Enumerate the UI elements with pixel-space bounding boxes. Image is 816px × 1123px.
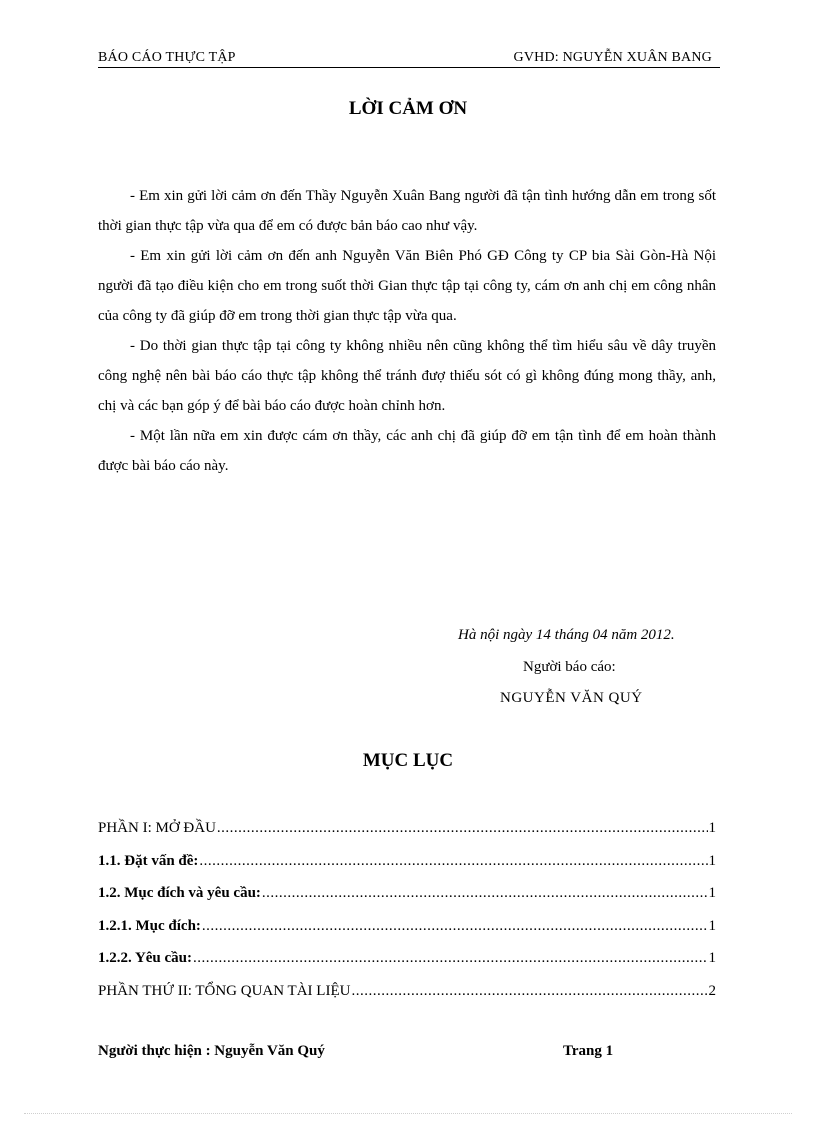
toc-entry[interactable]: [98, 983, 716, 1016]
toc-leader-dots: [202, 918, 708, 935]
toc-entry-page: 1: [708, 950, 716, 967]
toc-entry[interactable]: [98, 885, 716, 918]
signature-label: Người báo cáo:: [523, 659, 616, 675]
toc-entry-page: 2: [708, 982, 716, 999]
toc-entry-page: 1: [708, 852, 716, 869]
toc-entry-page: 1: [708, 917, 716, 934]
acknowledgement-body: [98, 181, 716, 481]
acknowledgement-paragraph: - Một lần nữa em xin được cám ơn thầy, các anh chị đã giúp đỡ em tận tình để em hoàn thành được bài báo cáo này.: [98, 428, 716, 474]
header-report-title: BÁO CÁO THỰC TẬP: [98, 50, 236, 65]
toc-entry-label: 1.2. Mục đích và yêu cầu:: [98, 885, 261, 902]
acknowledgement-paragraph: - Em xin gửi lời cảm ơn đến anh Nguyễn Văn Biên Phó GĐ Công ty CP bia Sài Gòn-Hà Nội người đã tạo điều kiện cho em trong suốt thời Gian thực tập tại công ty, cám ơn anh chị em công nhân của công ty đã giúp đỡ em trong thời gian thực tập vừa qua.: [98, 248, 716, 324]
toc-entry-label: 1.1. Đặt vấn đề:: [98, 852, 199, 869]
page-boundary-line: [24, 1113, 792, 1114]
toc-leader-dots: [193, 950, 707, 967]
acknowledgement-paragraph: - Em xin gửi lời cảm ơn đến Thầy Nguyễn Xuân Bang người đã tận tình hướng dẫn em trong sốt thời gian thực tập vừa qua để em có được bản báo cao như vậy.: [98, 188, 716, 234]
acknowledgement-paragraph: - Do thời gian thực tập tại công ty không nhiều nên cũng không thể tìm hiểu sâu về dây truyền công nghệ nên bài báo cáo thực tập không thể tránh đượ thiếu sót có gì không đúng mong thầy, anh, chị và các bạn góp ý để bài báo cáo được hoàn chỉnh hơn.: [98, 338, 716, 414]
toc-entry-label: 1.2.1. Mục đích:: [98, 917, 201, 934]
toc-entry-label: PHẦN THỨ II: TỔNG QUAN TÀI LIỆU: [98, 982, 351, 999]
table-of-contents: [98, 820, 716, 1016]
toc-leader-dots: [262, 885, 708, 902]
toc-entry[interactable]: [98, 950, 716, 983]
page-header: [98, 49, 720, 68]
toc-entry[interactable]: [98, 820, 716, 853]
toc-leader-dots: [199, 853, 707, 870]
toc-entry-page: 1: [708, 820, 716, 836]
header-supervisor: GVHD: NGUYỄN XUÂN BANG: [513, 50, 712, 65]
toc-leader-dots: [351, 983, 707, 1000]
acknowledgement-title: LỜI CẢM ƠN: [348, 98, 468, 119]
footer-page-number: Trang 1: [563, 1043, 614, 1059]
toc-title: MỤC LỤC: [362, 750, 454, 771]
toc-entry-page: 1: [708, 885, 716, 902]
signature-name: NGUYỄN VĂN QUÝ: [500, 690, 643, 706]
toc-entry-label: 1.2.2. Yêu cầu:: [98, 950, 193, 967]
footer-author: Người thực hiện : Nguyễn Văn Quý: [98, 1043, 325, 1059]
toc-entry-label: PHẦN I: MỞ ĐẦU: [98, 820, 216, 836]
signature-date: Hà nội ngày 14 tháng 04 năm 2012.: [458, 627, 675, 643]
toc-entry[interactable]: [98, 853, 716, 886]
toc-leader-dots: [217, 820, 708, 837]
toc-entry[interactable]: [98, 918, 716, 951]
